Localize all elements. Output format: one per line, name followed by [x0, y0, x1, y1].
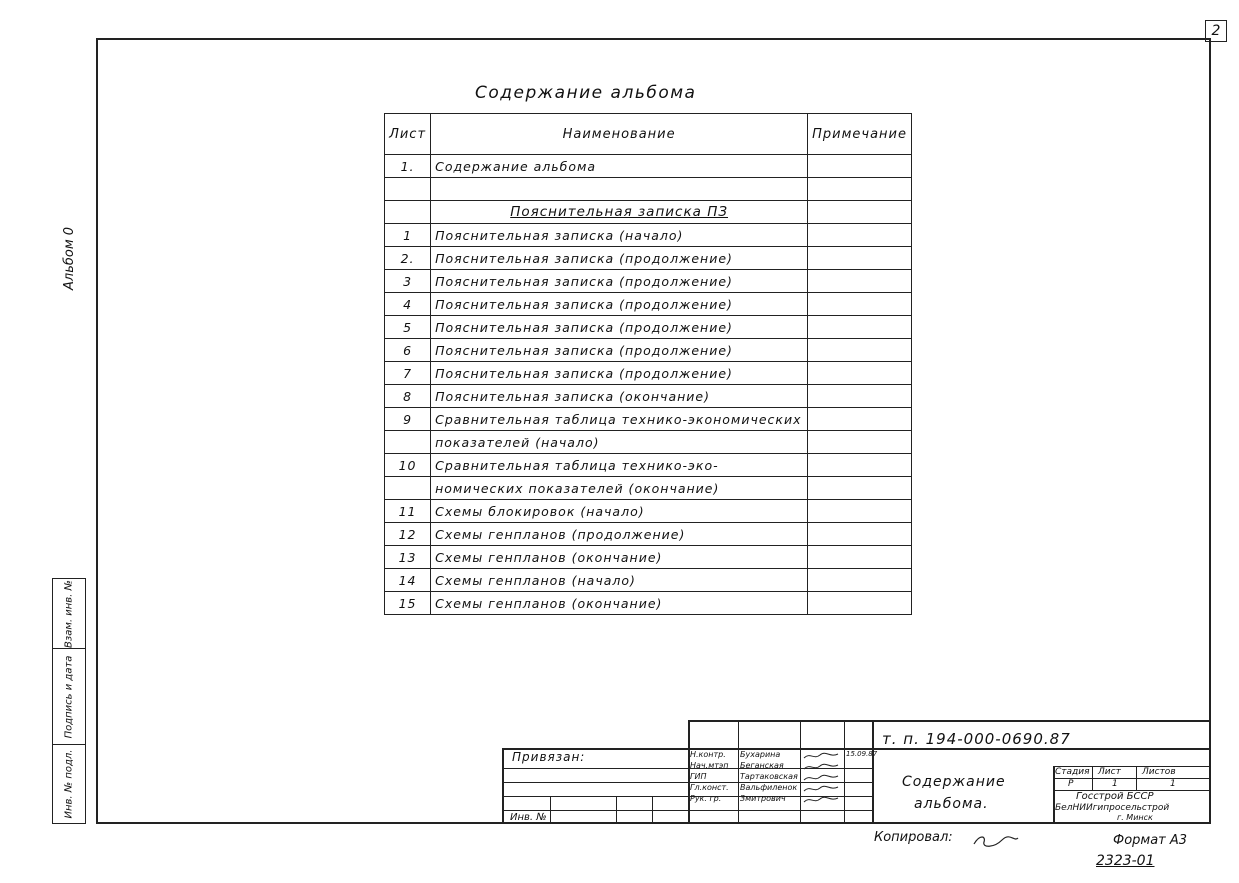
row-sheet-number: 12 [385, 523, 431, 546]
row-note [808, 569, 912, 592]
row-name: Сравнительная таблица технико-экономических [431, 408, 808, 431]
inv-no-label: Инв. № [510, 812, 547, 823]
row-name: Пояснительная записка (окончание) [431, 385, 808, 408]
signature-mark [802, 762, 840, 772]
inv-replace-label: Взам. инв. № [63, 579, 75, 648]
table-row [385, 454, 912, 477]
row-name: Схемы генпланов (продолжение) [431, 523, 808, 546]
row-note [808, 178, 912, 201]
row-name: Содержание альбома [431, 155, 808, 178]
table-row [385, 362, 912, 385]
org-line-1: Госстрой БССР [1076, 791, 1154, 802]
row-note [808, 201, 912, 224]
row-sheet-number: 9 [385, 408, 431, 431]
header-sheet: Лист [385, 114, 431, 155]
stage-label: Стадия [1055, 767, 1090, 777]
stamp-person-name: Вальфиленок [740, 783, 798, 792]
sign-date-label: Подпись и дата [63, 655, 75, 738]
row-note [808, 477, 912, 500]
stamp-role: ГИП [690, 772, 707, 781]
format-label: Формат А3 [1113, 833, 1188, 848]
left-stamp-cell-replace [53, 579, 85, 649]
sign-date: 15.09.87 [846, 750, 878, 758]
stamp-role: Нач.мтэп [690, 761, 729, 770]
table-row [385, 178, 912, 201]
row-note [808, 454, 912, 477]
stamp-role: Гл.конст. [690, 783, 729, 792]
sheet-label: Лист [1098, 767, 1121, 777]
doc-title-line-1: Содержание [902, 774, 1006, 790]
org-line-3: г. Минск [1117, 813, 1153, 822]
row-sheet-number: 13 [385, 546, 431, 569]
row-name: Схемы блокировок (начало) [431, 500, 808, 523]
title-block [502, 720, 1211, 824]
row-note [808, 500, 912, 523]
row-sheet-number [385, 477, 431, 500]
table-row [385, 155, 912, 178]
copied-signature [972, 832, 1020, 850]
row-name: Пояснительная записка (продолжение) [431, 293, 808, 316]
row-name: Пояснительная записка ПЗ [431, 201, 808, 224]
inv-orig-label: Инв. № подл. [63, 749, 75, 819]
left-stamp [52, 578, 86, 824]
table-row [385, 224, 912, 247]
left-stamp-cell-sign [53, 649, 85, 745]
contents-table [384, 113, 912, 615]
sheet-number: 2 [1205, 20, 1227, 42]
table-row [385, 546, 912, 569]
row-sheet-number: 4 [385, 293, 431, 316]
row-name: Пояснительная записка (продолжение) [431, 339, 808, 362]
sheet-value: 1 [1112, 779, 1118, 789]
row-name: Пояснительная записка (продолжение) [431, 270, 808, 293]
stamp-person-name: Беганская [740, 761, 784, 770]
row-note [808, 546, 912, 569]
org-line-2: БелНИИгипросельстрой [1055, 803, 1170, 813]
row-name: Схемы генпланов (окончание) [431, 546, 808, 569]
row-note [808, 523, 912, 546]
row-sheet-number [385, 178, 431, 201]
row-sheet-number: 10 [385, 454, 431, 477]
page-title: Содержание альбома [475, 83, 697, 103]
table-header-row [385, 114, 912, 155]
doc-title-line-2: альбома. [914, 796, 989, 812]
row-name: Пояснительная записка (продолжение) [431, 247, 808, 270]
row-name: Пояснительная записка (продолжение) [431, 362, 808, 385]
row-note [808, 247, 912, 270]
table-row [385, 293, 912, 316]
row-name [431, 178, 808, 201]
signature-mark [802, 751, 840, 761]
row-note [808, 408, 912, 431]
row-note [808, 316, 912, 339]
row-sheet-number [385, 201, 431, 224]
row-sheet-number: 2. [385, 247, 431, 270]
row-sheet-number: 3 [385, 270, 431, 293]
table-row [385, 270, 912, 293]
row-sheet-number: 14 [385, 569, 431, 592]
signature-mark [802, 795, 840, 805]
table-row [385, 569, 912, 592]
table-row [385, 385, 912, 408]
row-sheet-number: 11 [385, 500, 431, 523]
row-note [808, 362, 912, 385]
table-row [385, 408, 912, 431]
table-row [385, 247, 912, 270]
sheets-value: 1 [1170, 779, 1176, 789]
row-name: показателей (начало) [431, 431, 808, 454]
signature-mark [802, 773, 840, 783]
table-row [385, 339, 912, 362]
row-note [808, 339, 912, 362]
table-row [385, 477, 912, 500]
table-row [385, 431, 912, 454]
row-name: номических показателей (окончание) [431, 477, 808, 500]
row-sheet-number: 1 [385, 224, 431, 247]
row-sheet-number [385, 431, 431, 454]
row-note [808, 270, 912, 293]
stamp-person-name: Змитрович [740, 794, 786, 803]
album-label: Альбом 0 [62, 226, 77, 290]
row-note [808, 293, 912, 316]
table-row [385, 316, 912, 339]
row-note [808, 155, 912, 178]
privyazan-label: Привязан: [512, 750, 586, 764]
row-name: Пояснительная записка (начало) [431, 224, 808, 247]
row-sheet-number: 6 [385, 339, 431, 362]
stage-value: Р [1068, 779, 1074, 789]
row-sheet-number: 1. [385, 155, 431, 178]
row-sheet-number: 7 [385, 362, 431, 385]
row-name: Сравнительная таблица технико-эко- [431, 454, 808, 477]
signature-mark [802, 784, 840, 794]
row-name: Схемы генпланов (начало) [431, 569, 808, 592]
row-sheet-number: 5 [385, 316, 431, 339]
header-name: Наименование [431, 114, 808, 155]
doc-code: т. п. 194-000-0690.87 [882, 730, 1071, 748]
table-row [385, 500, 912, 523]
table-row [385, 523, 912, 546]
archive-number: 2323-01 [1096, 853, 1155, 869]
row-note [808, 592, 912, 615]
table-row [385, 592, 912, 615]
copied-label: Копировал: [874, 830, 953, 845]
left-stamp-cell-orig [53, 745, 85, 823]
header-note: Примечание [808, 114, 912, 155]
stamp-person-name: Бухарина [740, 750, 781, 759]
stamp-role: Рук. гр. [690, 794, 722, 803]
row-note [808, 385, 912, 408]
table-row [385, 201, 912, 224]
stamp-role: Н.контр. [690, 750, 726, 759]
row-sheet-number: 8 [385, 385, 431, 408]
row-note [808, 431, 912, 454]
row-note [808, 224, 912, 247]
row-name: Пояснительная записка (продолжение) [431, 316, 808, 339]
row-name: Схемы генпланов (окончание) [431, 592, 808, 615]
sheets-label: Листов [1142, 767, 1176, 777]
stamp-person-name: Тартаковская [740, 772, 798, 781]
row-sheet-number: 15 [385, 592, 431, 615]
